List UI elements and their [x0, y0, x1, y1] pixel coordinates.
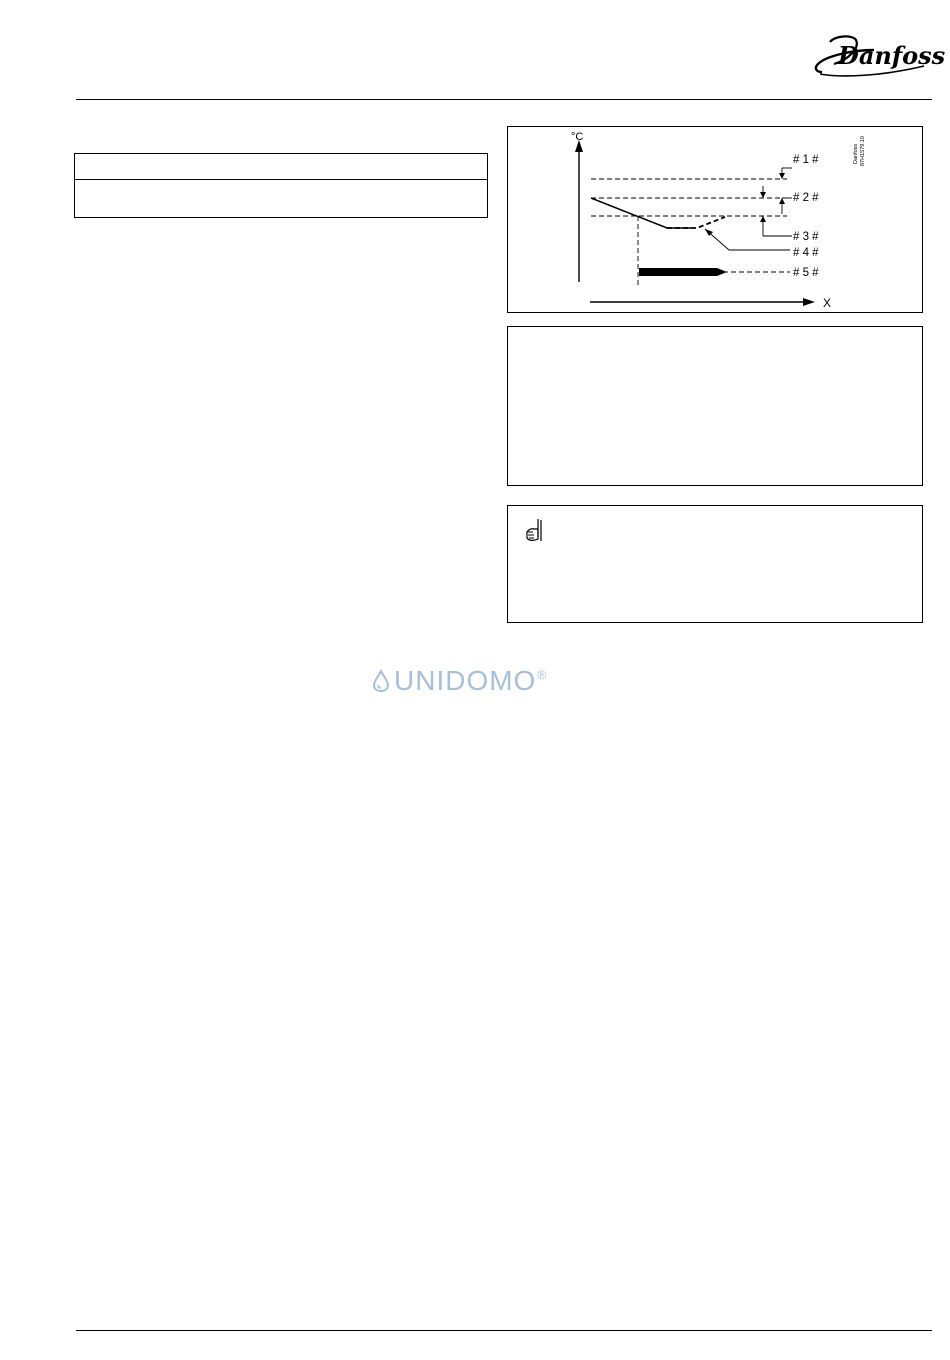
x-axis-label: X	[823, 296, 832, 310]
unidomo-watermark	[372, 664, 546, 698]
dim-2-arrow	[779, 198, 785, 204]
water-drop-icon	[372, 670, 390, 692]
defrost-bar	[639, 268, 727, 276]
label-2: # 2 #	[793, 192, 819, 204]
label-1: # 1 #	[793, 154, 819, 166]
footer-rule	[76, 1330, 932, 1331]
vertical-note-1: Danfoss	[853, 143, 859, 164]
label-3: # 3 #	[793, 231, 819, 243]
logo-text: Danfoss	[838, 41, 946, 70]
label-4: # 4 #	[793, 247, 819, 259]
header-rule	[76, 99, 932, 100]
danfoss-logo	[812, 28, 946, 80]
hand-pointing-icon	[524, 517, 544, 545]
label-5: # 5 #	[793, 267, 819, 279]
note-box	[507, 505, 923, 623]
y-axis-label: °C	[571, 131, 584, 143]
dim-4-leader	[705, 229, 790, 250]
watermark-registered: ®	[537, 668, 547, 682]
empty-table	[74, 153, 488, 218]
dim-1-arrow	[779, 173, 785, 179]
x-axis-arrow	[803, 298, 815, 306]
diagram-svg	[507, 126, 923, 313]
temperature-diagram	[507, 126, 923, 313]
vertical-note-2: 87H1579.10	[860, 136, 866, 166]
temperature-curve	[591, 198, 692, 228]
dim-3-arrow-b	[760, 216, 766, 222]
dim-3-arrow-a	[760, 192, 766, 198]
table-header-row	[75, 154, 487, 180]
info-box	[507, 326, 923, 486]
watermark-text: UNIDOMO	[394, 665, 537, 696]
temperature-curve-dashed	[667, 217, 725, 228]
